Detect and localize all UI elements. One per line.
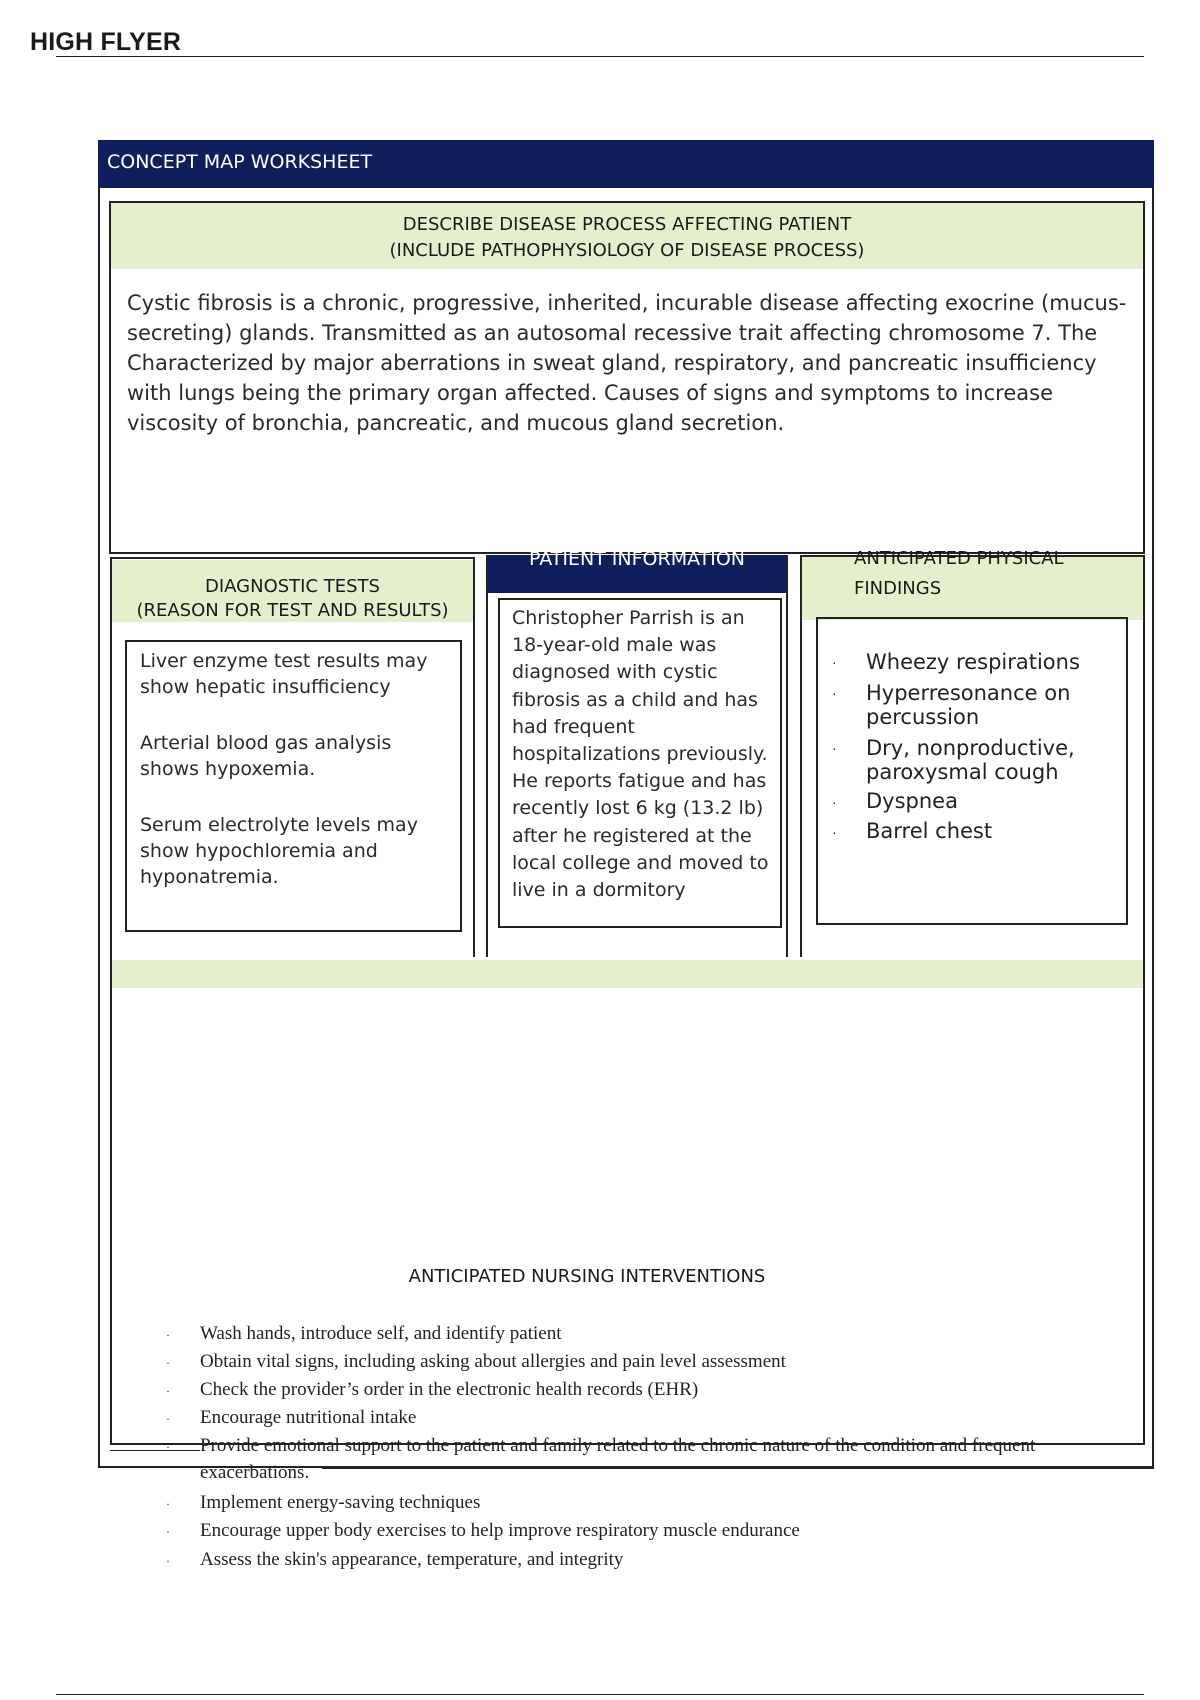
bullet-icon: ·	[166, 1554, 170, 1568]
worksheet-title: CONCEPT MAP WORKSHEET	[107, 151, 373, 173]
physical-finding-item: Wheezy respirations	[866, 650, 1080, 674]
bullet-icon: ·	[166, 1328, 170, 1342]
diagnostic-test-item: Liver enzyme test results may show hepatic insufficiency	[140, 650, 428, 698]
intervention-item: Implement energy-saving techniques	[200, 1492, 481, 1513]
disease-process-subheading: (INCLUDE PATHOPHYSIOLOGY OF DISEASE PROCESS)	[389, 240, 865, 261]
bullet-icon: ·	[166, 1356, 170, 1370]
bullet-icon: ·	[166, 1525, 170, 1539]
intervention-item: Wash hands, introduce self, and identify patient	[200, 1323, 562, 1344]
page-header-title: HIGH FLYER	[30, 28, 182, 56]
bullet-icon: ·	[166, 1440, 170, 1454]
header-rule	[56, 56, 1144, 57]
bullet-icon: ·	[832, 654, 837, 670]
diagnostic-test-item: Serum electrolyte levels may show hypochloremia and hyponatremia.	[140, 814, 418, 888]
physical-finding-item: Dyspnea	[866, 789, 958, 813]
patient-information-text: Christopher Parrish is an 18-year-old male was diagnosed with cystic fibrosis as a child and has had frequent hospitalizations previously. He reports fatigue and has recently lost 6 kg (13.2 lb) after he registered at the local college and moved to live in a dormitory	[512, 607, 769, 902]
bullet-icon: ·	[832, 794, 837, 810]
bullet-icon: ·	[166, 1412, 170, 1426]
intervention-item: Provide emotional support to the patient and family related to the chronic nature of the condition and frequent	[200, 1435, 1036, 1456]
intervention-item: Obtain vital signs, including asking about allergies and pain level assessment	[200, 1351, 786, 1372]
disease-process-heading: DESCRIBE DISEASE PROCESS AFFECTING PATIENT	[402, 214, 852, 235]
intervention-item: Check the provider’s order in the electronic health records (EHR)	[200, 1379, 699, 1400]
diagnostic-tests-subheading: (REASON FOR TEST AND RESULTS)	[136, 600, 449, 621]
physical-findings-heading: ANTICIPATED PHYSICAL	[854, 548, 1064, 569]
intervention-item: Assess the skin's appearance, temperature, and integrity	[200, 1549, 624, 1570]
bullet-icon: ·	[166, 1384, 170, 1398]
physical-finding-item: Hyperresonance on percussion	[866, 681, 1071, 729]
intervention-item: Encourage upper body exercises to help improve respiratory muscle endurance	[200, 1520, 800, 1541]
frame-edge-line	[110, 1450, 200, 1451]
nursing-interventions-band	[112, 960, 1143, 988]
bullet-icon: ·	[832, 740, 837, 756]
physical-findings-subheading: FINDINGS	[854, 578, 942, 599]
frame-edge-line	[322, 1468, 1154, 1469]
physical-finding-item: Dry, nonproductive, paroxysmal cough	[866, 736, 1075, 784]
physical-finding-item: Barrel chest	[866, 819, 993, 843]
bullet-icon: ·	[166, 1497, 170, 1511]
nursing-interventions-heading: ANTICIPATED NURSING INTERVENTIONS	[408, 1266, 766, 1287]
intervention-item: Encourage nutritional intake	[200, 1407, 417, 1428]
diagnostic-test-item: Arterial blood gas analysis shows hypoxemia.	[140, 732, 392, 780]
patient-information-heading: PATIENT INFORMATION	[528, 548, 746, 570]
bullet-icon: ·	[832, 824, 837, 840]
intervention-item-continued: exacerbations.	[200, 1462, 310, 1483]
bullet-icon: ·	[832, 685, 837, 701]
footer-rule	[56, 1694, 1144, 1695]
disease-process-text: Cystic fibrosis is a chronic, progressive, inherited, incurable disease affecting exocrine (mucus-secreting) glands. Transmitted as an autosomal recessive trait affecting chromosome 7. The Characterized by major aberrations in sweat gland, respiratory, and pancreatic insufficiency with lungs being the primary organ affected. Causes of signs and symptoms to increase viscosity of bronchia, pancreatic, and mucous gland secretion.	[127, 291, 1127, 435]
diagnostic-tests-heading: DIAGNOSTIC TESTS	[205, 576, 380, 597]
